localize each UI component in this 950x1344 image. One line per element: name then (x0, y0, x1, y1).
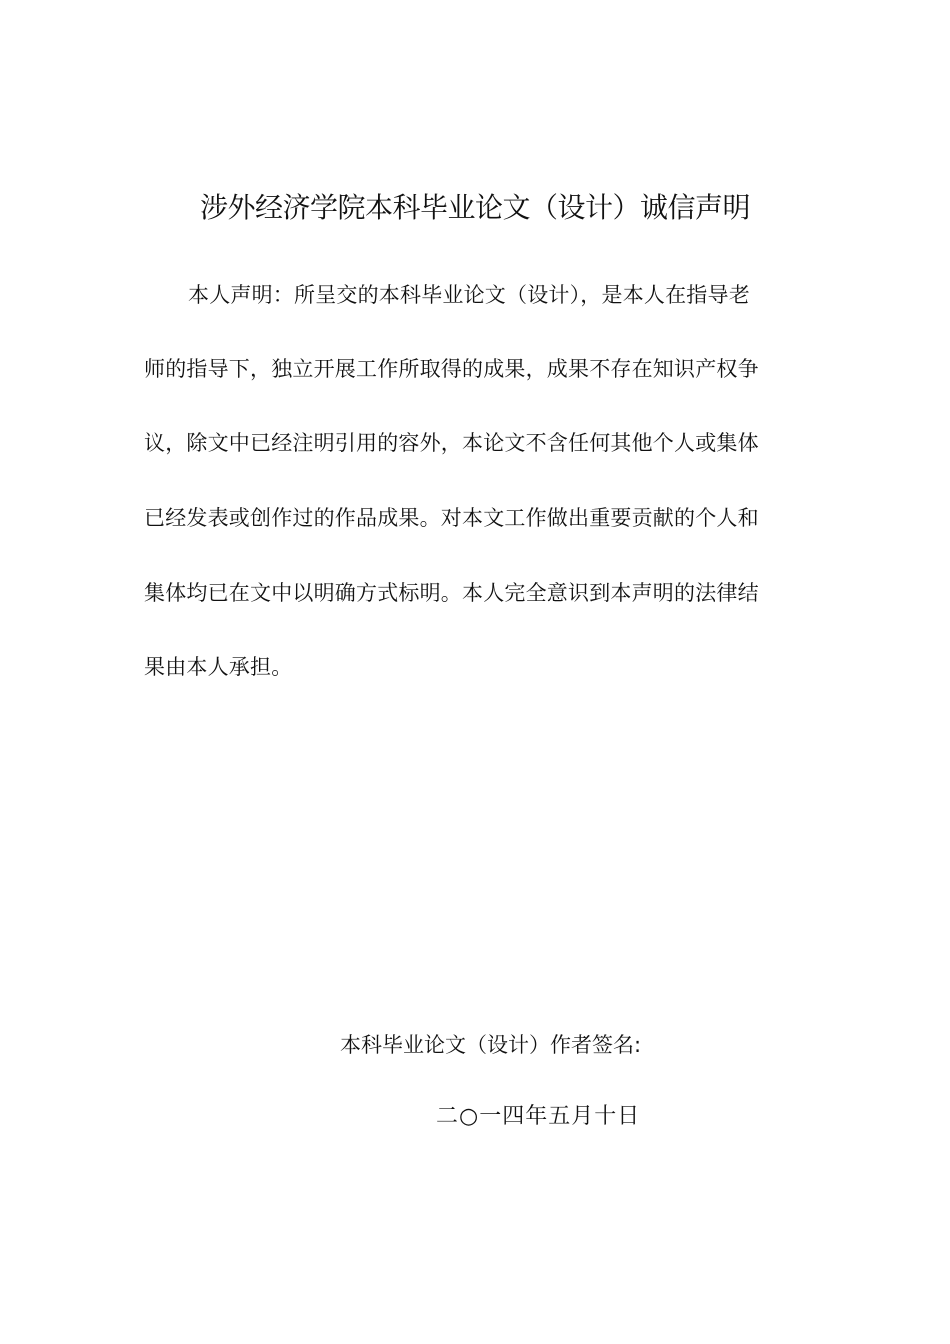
paragraph-line-4: 已经发表或创作过的作品成果。对本文工作做出重要贡献的个人和 (144, 506, 759, 530)
paragraph-line-2: 师的指导下，独立开展工作所取得的成果，成果不存在知识产权争 (144, 357, 759, 381)
document-title: 涉外经济学院本科毕业论文（设计）诚信声明 (199, 191, 750, 224)
declaration-date: 二○一四年五月十日 (436, 1104, 641, 1129)
paragraph-line-6: 果由本人承担。 (144, 655, 293, 679)
author-signature-label: 本科毕业论文（设计）作者签名: (340, 1033, 642, 1057)
paragraph-line-3: 议，除文中已经注明引用的容外，本论文不含任何其他个人或集体 (144, 431, 759, 455)
paragraph-line-5: 集体均已在文中以明确方式标明。本人完全意识到本声明的法律结 (144, 581, 759, 605)
paragraph-line-1: 本人声明：所呈交的本科毕业论文（设计），是本人在指导老 (188, 283, 750, 307)
